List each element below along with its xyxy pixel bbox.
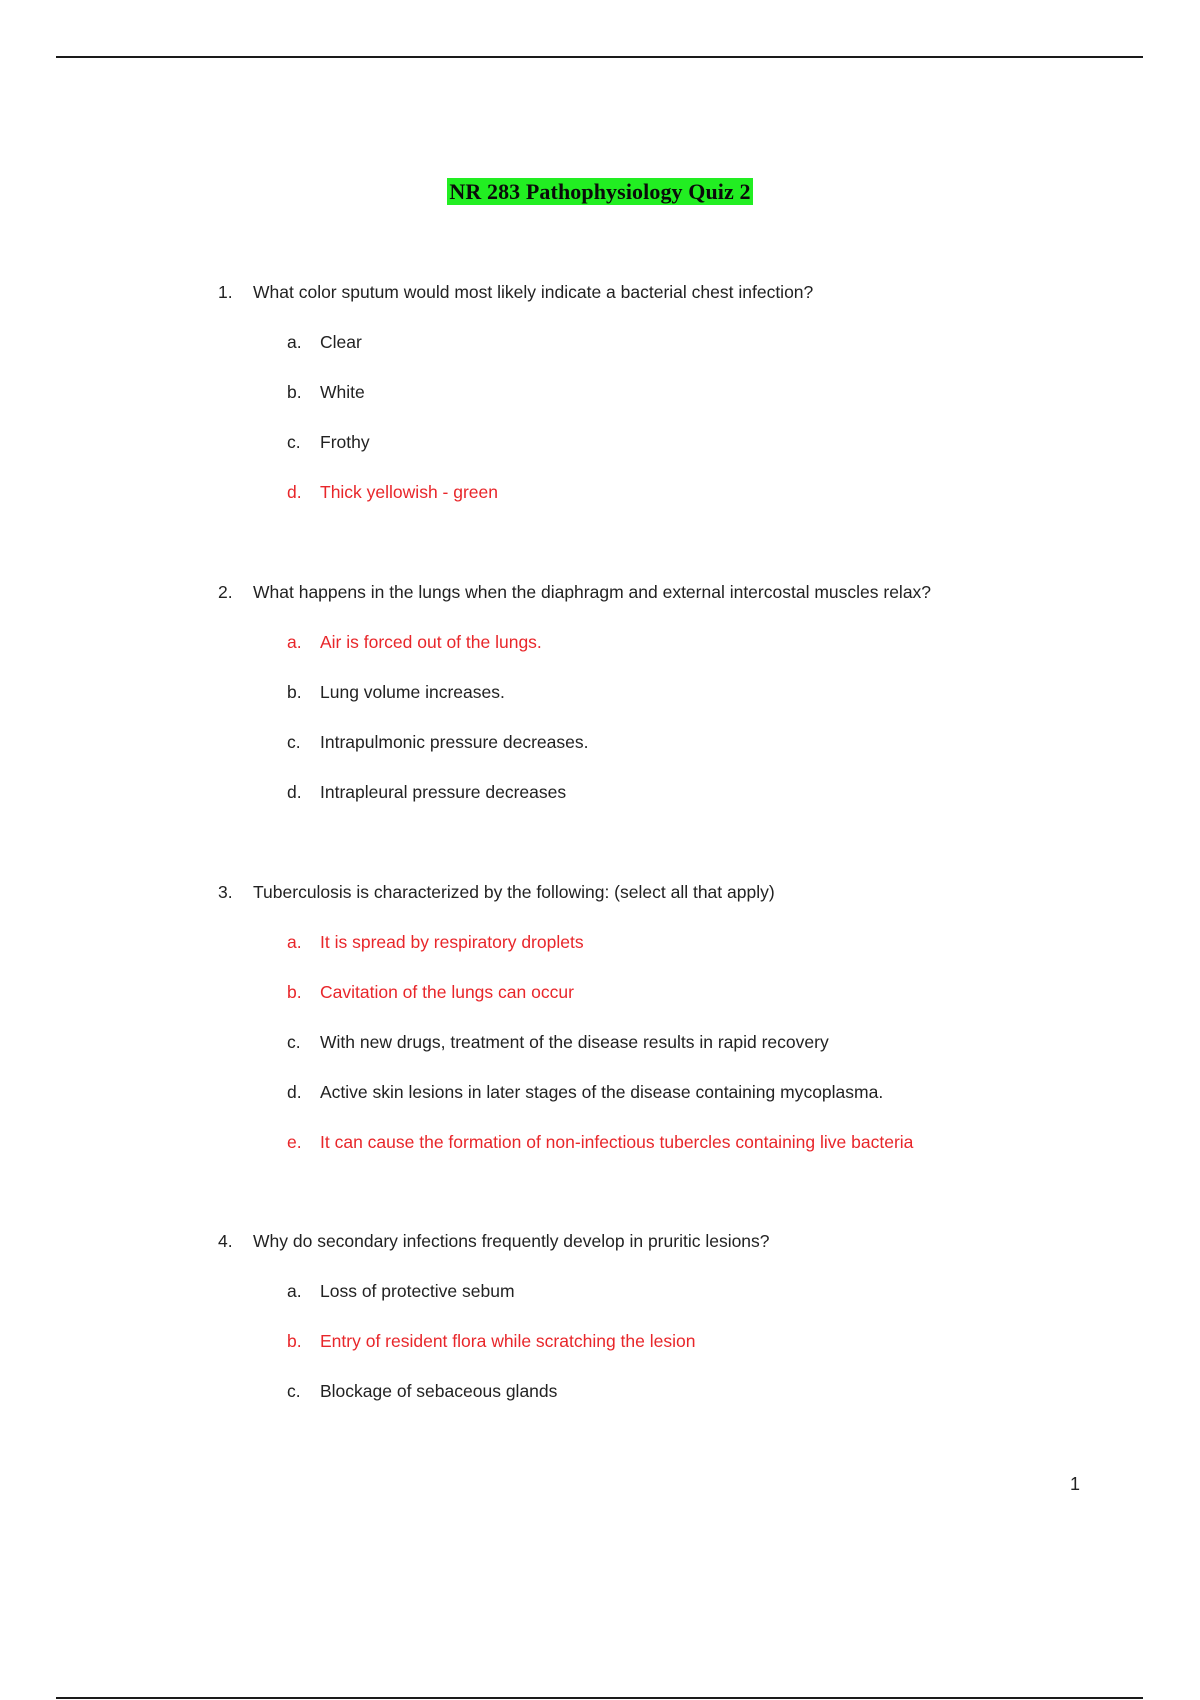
option-a-correct bbox=[218, 930, 1118, 954]
document-title bbox=[0, 178, 1200, 205]
option-c bbox=[218, 430, 1118, 454]
option-b bbox=[218, 380, 1118, 404]
option-letter: c. bbox=[287, 432, 301, 452]
question-3 bbox=[218, 880, 1118, 1180]
options-list bbox=[218, 1279, 1118, 1403]
option-a-correct bbox=[218, 630, 1118, 654]
option-letter: d. bbox=[287, 1082, 302, 1102]
option-text: Thick yellowish - green bbox=[320, 482, 498, 502]
options-list bbox=[218, 930, 1118, 1154]
question-stem bbox=[218, 1229, 1118, 1253]
option-text: Blockage of sebaceous glands bbox=[320, 1381, 558, 1401]
option-letter: c. bbox=[287, 1032, 301, 1052]
option-text: It can cause the formation of non-infectious tubercles containing live bacteria bbox=[320, 1132, 914, 1152]
question-4 bbox=[218, 1229, 1118, 1429]
option-letter: b. bbox=[287, 682, 302, 702]
option-text: With new drugs, treatment of the disease results in rapid recovery bbox=[320, 1032, 829, 1052]
option-text: Intrapulmonic pressure decreases. bbox=[320, 732, 589, 752]
option-text: Clear bbox=[320, 332, 362, 352]
question-text: What happens in the lungs when the diaphragm and external intercostal muscles relax? bbox=[253, 582, 932, 602]
option-c bbox=[218, 1379, 1118, 1403]
option-letter: a. bbox=[287, 632, 302, 652]
option-letter: c. bbox=[287, 1381, 301, 1401]
option-a bbox=[218, 330, 1118, 354]
option-letter: d. bbox=[287, 782, 302, 802]
option-text: Lung volume increases. bbox=[320, 682, 505, 702]
option-a bbox=[218, 1279, 1118, 1303]
options-list bbox=[218, 330, 1118, 504]
option-d bbox=[218, 780, 1118, 804]
option-c bbox=[218, 1030, 1118, 1054]
option-letter: b. bbox=[287, 382, 302, 402]
option-text: Active skin lesions in later stages of the disease containing mycoplasma. bbox=[320, 1082, 884, 1102]
option-e-correct bbox=[218, 1130, 1118, 1154]
question-stem bbox=[218, 880, 1118, 904]
option-c bbox=[218, 730, 1118, 754]
option-d bbox=[218, 1080, 1118, 1104]
question-text: Tuberculosis is characterized by the following: (select all that apply) bbox=[253, 882, 775, 902]
option-text: Cavitation of the lungs can occur bbox=[320, 982, 574, 1002]
option-text: It is spread by respiratory droplets bbox=[320, 932, 584, 952]
question-number: 3. bbox=[218, 882, 233, 902]
option-text: Entry of resident flora while scratching the lesion bbox=[320, 1331, 696, 1351]
option-letter: c. bbox=[287, 732, 301, 752]
page-number: 1 bbox=[1070, 1474, 1081, 1494]
option-b-correct bbox=[218, 1329, 1118, 1353]
option-text: Frothy bbox=[320, 432, 370, 452]
option-letter: b. bbox=[287, 1331, 302, 1351]
option-text: White bbox=[320, 382, 365, 402]
question-text: What color sputum would most likely indicate a bacterial chest infection? bbox=[253, 282, 814, 302]
option-b-correct bbox=[218, 980, 1118, 1004]
option-letter: a. bbox=[287, 932, 302, 952]
option-letter: a. bbox=[287, 1281, 302, 1301]
option-letter: d. bbox=[287, 482, 302, 502]
options-list bbox=[218, 630, 1118, 804]
question-number: 4. bbox=[218, 1231, 233, 1251]
question-stem bbox=[218, 580, 1118, 604]
top-rule bbox=[56, 56, 1143, 58]
question-number: 2. bbox=[218, 582, 233, 602]
question-number: 1. bbox=[218, 282, 233, 302]
option-letter: b. bbox=[287, 982, 302, 1002]
bottom-rule bbox=[56, 1697, 1143, 1699]
option-text: Air is forced out of the lungs. bbox=[320, 632, 542, 652]
option-text: Intrapleural pressure decreases bbox=[320, 782, 567, 802]
option-b bbox=[218, 680, 1118, 704]
option-letter: e. bbox=[287, 1132, 302, 1152]
question-2 bbox=[218, 580, 1118, 830]
question-1 bbox=[218, 280, 1118, 530]
question-text: Why do secondary infections frequently develop in pruritic lesions? bbox=[253, 1231, 770, 1251]
option-text: Loss of protective sebum bbox=[320, 1281, 515, 1301]
option-d-correct bbox=[218, 480, 1118, 504]
option-letter: a. bbox=[287, 332, 302, 352]
question-stem bbox=[218, 280, 1118, 304]
document-title-text: NR 283 Pathophysiology Quiz 2 bbox=[449, 179, 751, 204]
